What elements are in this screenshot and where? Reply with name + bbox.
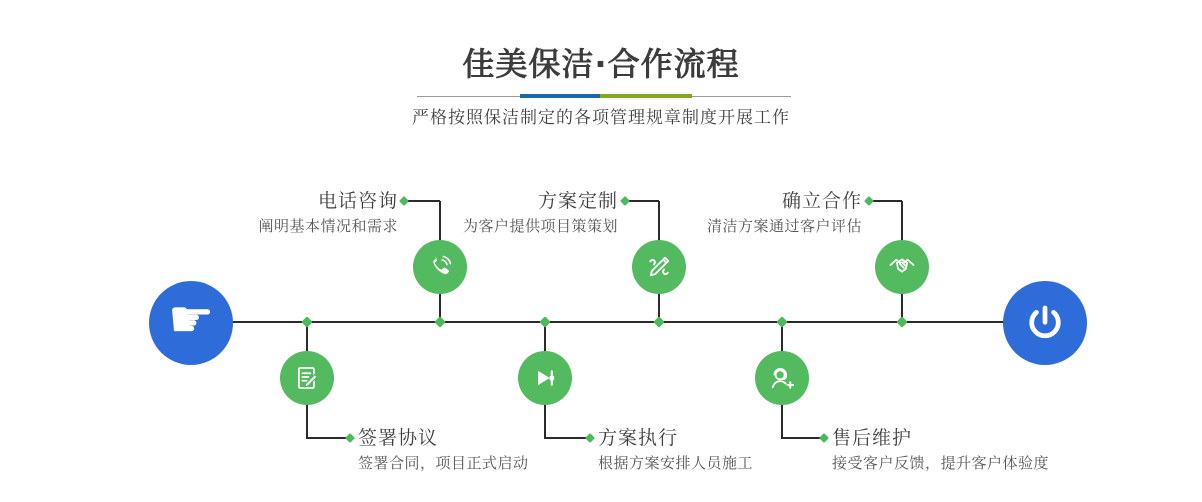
connector-line (781, 437, 824, 439)
page-subtitle: 严格按照保洁制定的各项管理规章制度开展工作 (412, 108, 790, 128)
pencil-design-icon (644, 252, 674, 282)
step-node (632, 240, 686, 294)
step-label (258, 190, 398, 236)
diamond-marker (585, 433, 595, 443)
diamond-marker (896, 316, 907, 327)
diamond-marker (301, 316, 312, 327)
connector-line (625, 200, 659, 202)
diamond-marker (620, 196, 630, 206)
start-node (149, 281, 233, 365)
diamond-marker (434, 316, 445, 327)
step-label (707, 190, 862, 236)
step-node (280, 351, 334, 405)
step-node (413, 240, 467, 294)
end-node (1003, 281, 1087, 365)
connector-line (544, 437, 590, 439)
step-title: 方案定制 (537, 190, 618, 212)
diamond-marker (776, 316, 787, 327)
power-icon (1024, 302, 1066, 344)
step-label (832, 427, 1049, 473)
customer-service-plus-icon (767, 363, 797, 393)
step-title: 确立合作 (781, 190, 862, 212)
diamond-marker (653, 316, 664, 327)
title-divider (417, 94, 791, 99)
step-label (463, 190, 618, 236)
step-label (358, 427, 529, 473)
step-desc: 阐明基本情况和需求 (258, 217, 398, 235)
step-node (875, 240, 929, 294)
phone-icon (425, 252, 455, 282)
page-title: 佳美保洁·合作流程 (462, 45, 740, 83)
step-title: 签署协议 (358, 427, 439, 449)
step-desc: 清洁方案通过客户评估 (706, 217, 862, 235)
step-desc: 接受客户反馈，提升客户体验度 (832, 454, 1050, 472)
step-title: 方案执行 (598, 427, 679, 449)
diamond-marker (819, 433, 829, 443)
step-title: 电话咨询 (317, 190, 398, 212)
play-next-icon (530, 363, 560, 393)
timeline-line (191, 321, 1045, 323)
step-label (598, 427, 753, 473)
divider-green-segment (600, 94, 692, 98)
contract-edit-icon (292, 363, 322, 393)
diamond-marker (345, 433, 355, 443)
divider-blue-segment (520, 94, 600, 98)
step-node (518, 351, 572, 405)
connector-line (306, 437, 350, 439)
connector-line (404, 200, 440, 202)
step-node (755, 351, 809, 405)
step-desc: 签署合同，项目正式启动 (358, 454, 529, 472)
diamond-marker (399, 196, 409, 206)
step-desc: 根据方案安排人员施工 (598, 454, 754, 472)
step-title: 售后维护 (832, 427, 913, 449)
handshake-icon (887, 252, 917, 282)
diamond-marker (539, 316, 550, 327)
diamond-marker (864, 196, 874, 206)
pointing-hand-icon: ☛ (167, 290, 215, 350)
step-desc: 为客户提供项目策策划 (462, 217, 618, 235)
